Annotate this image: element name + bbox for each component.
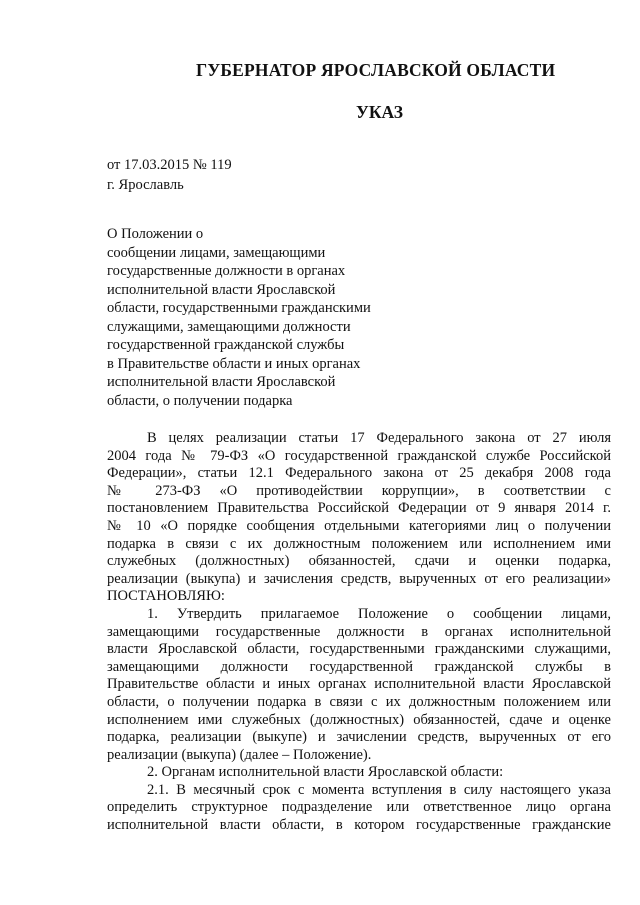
body-line: 1. Утвердить прилагаемое Положение о сообщении лицами,: [147, 605, 611, 622]
body-line: № 273-ФЗ «О противодействии коррупции», в соответствии с: [107, 482, 611, 499]
body-line: Правительстве области и иных органах исполнительной власти Ярославской: [107, 676, 611, 693]
body-line: 2004 года № 79-ФЗ «О государственной гражданской службе Российской: [107, 447, 611, 464]
date-number: от 17.03.2015 № 119: [107, 157, 232, 173]
subject-line: области, государственными гражданскими: [107, 300, 371, 316]
body-line: определить структурное подразделение или ответственное лицо органа: [107, 799, 611, 816]
resolution-keyword: ПОСТАНОВЛЯЮ:: [107, 588, 225, 605]
document-meta: [107, 155, 232, 195]
body-line: власти Ярославской области, государственными гражданскими служащими,: [107, 641, 611, 658]
body-line: 2. Органам исполнительной власти Ярославской области:: [147, 764, 504, 781]
subject-line: исполнительной власти Ярославской: [107, 281, 336, 298]
body-line: № 10 «О порядке сообщения отдельными категориями лиц о получении: [107, 517, 611, 534]
body-line: 2.1. В месячный срок с момента вступления в силу настоящего указа: [147, 781, 611, 798]
body-line: области, о получении подарка в связи с их должностным положением или: [107, 693, 611, 710]
subject-line: служащими, замещающими должности: [107, 318, 351, 335]
document-body: [107, 430, 611, 835]
subject-line: государственной гражданской службы: [107, 337, 345, 353]
subject-line: в Правительстве области и иных органах: [107, 355, 361, 372]
subject-line: исполнительной власти Ярославской: [107, 374, 336, 390]
body-line: В целях реализации статьи 17 Федерального закона от 27 июля: [147, 430, 611, 446]
document-subject: [107, 225, 371, 410]
body-line: исполнительной власти области, в котором государственные гражданские: [107, 817, 611, 834]
subject-line: сообщении лицами, замещающими: [107, 244, 326, 261]
body-line: исполнением ими служебных (должностных) обязанностей, сдаче и оценке: [107, 711, 611, 728]
subject-line: О Положении о: [107, 226, 204, 242]
body-line: реализации (выкупа) (далее – Положение).: [107, 746, 372, 763]
document-type: УКАЗ: [356, 102, 403, 122]
body-line: постановлением Правительства Российской Федерации от 9 января 2014 г.: [107, 500, 611, 517]
subject-line: государственные должности в органах: [107, 263, 346, 279]
city: г. Ярославль: [107, 177, 184, 193]
body-line: реализации (выкупа) и зачисления средств, вырученных от его реализации»: [107, 570, 611, 587]
body-line: служебных (должностных) обязанностей, сдачи и оценки подарка,: [107, 553, 611, 570]
body-line: подарка, реализации (выкупе) и зачислении средств, вырученных от его: [107, 729, 611, 746]
subject-line: области, о получении подарка: [107, 392, 293, 409]
body-line: подарка в связи с их должностным положением или исполнением ими: [107, 535, 611, 552]
document-header-title: ГУБЕРНАТОР ЯРОСЛАВСКОЙ ОБЛАСТИ: [196, 60, 556, 80]
body-line: Федерации», статьи 12.1 Федерального закона от 25 декабря 2008 года: [107, 465, 611, 482]
body-line: замещающими должности государственной гражданской службы в: [107, 658, 611, 675]
body-line: замещающими государственные должности в органах исполнительной: [107, 623, 611, 640]
